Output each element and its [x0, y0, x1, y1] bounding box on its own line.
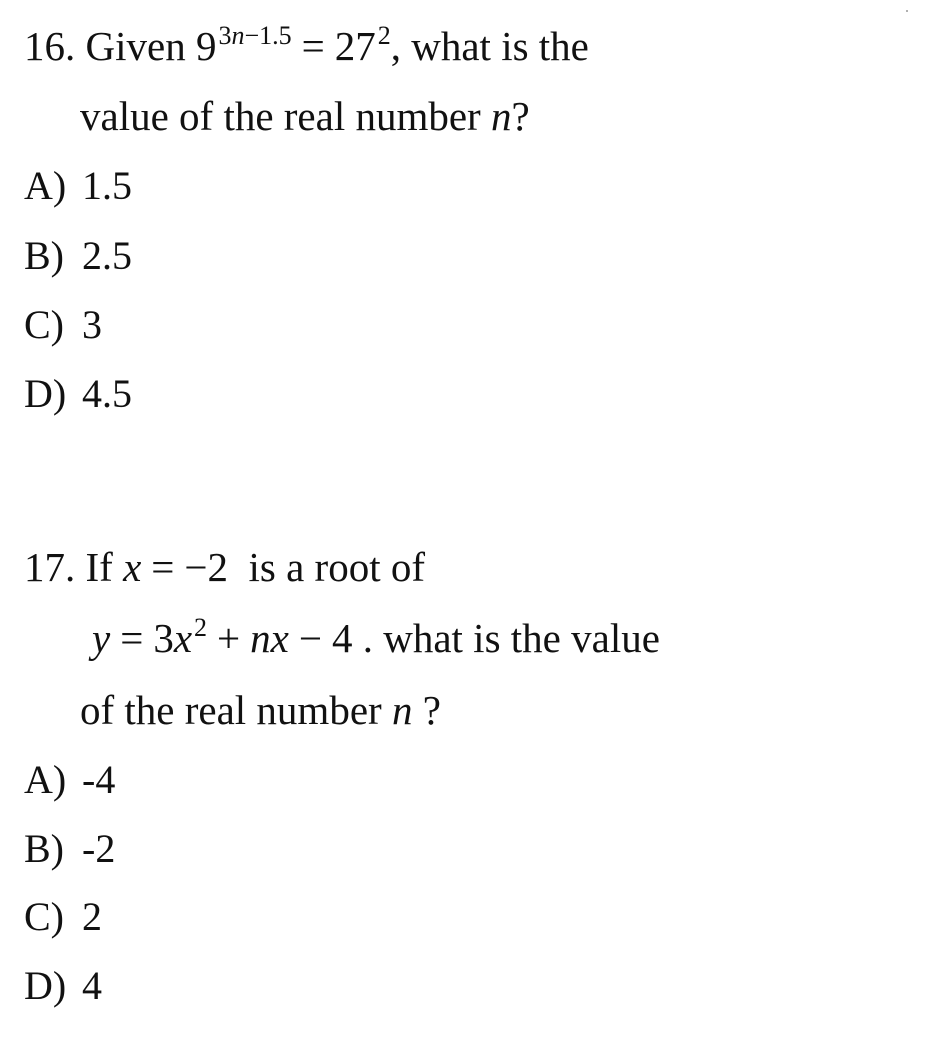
q17-option-b[interactable] — [24, 826, 116, 871]
q17-const: 4 — [331, 615, 353, 661]
q16-exp-rest: −1.5 — [244, 21, 292, 50]
q17-x2-var: x — [173, 615, 193, 661]
q16-option-c[interactable] — [24, 302, 102, 347]
q17-stem-line-2 — [92, 613, 660, 661]
option-value: -2 — [82, 826, 116, 871]
q17-plus: + — [217, 615, 241, 661]
q16-equals: = — [301, 23, 325, 69]
option-letter: C) — [24, 894, 64, 939]
option-value: 4 — [82, 963, 102, 1008]
q17-x3-var: x — [270, 615, 289, 661]
q16-line2-end: ? — [511, 93, 530, 139]
option-value: 3 — [82, 302, 102, 347]
q16-line2-var: n — [490, 93, 512, 139]
q16-exp-coef: 3 — [218, 21, 232, 50]
q17-x2-exp: 2 — [194, 613, 208, 642]
q17-line3-text: of the real number — [80, 687, 382, 733]
q17-option-c[interactable] — [24, 894, 102, 939]
q16-base: 9 — [195, 23, 217, 69]
option-value: 2 — [82, 894, 102, 939]
q17-root-value: −2 — [184, 544, 229, 590]
option-value: 1.5 — [82, 163, 132, 208]
q16-option-d[interactable] — [24, 371, 132, 416]
option-letter: B) — [24, 826, 64, 871]
option-letter: A) — [24, 163, 67, 208]
q17-x-var: x — [123, 544, 142, 590]
q16-rhs-exp: 2 — [377, 21, 391, 50]
q17-line3-end: ? — [422, 687, 441, 733]
q17-n-var: n — [250, 615, 271, 661]
q16-stem-line-2 — [80, 93, 530, 139]
q17-stem-line-1 — [24, 544, 426, 590]
q16-lead: Given — [85, 23, 186, 69]
q17-option-d[interactable] — [24, 963, 102, 1008]
q17-line3-var: n — [391, 687, 413, 733]
q17-line2-tail: . what is the value — [362, 615, 660, 661]
q17-stem-line-3 — [80, 687, 441, 733]
q16-line2-text: value of the real number — [80, 93, 481, 139]
q16-exp-var: n — [231, 21, 245, 50]
option-value: 2.5 — [82, 233, 132, 278]
q17-coef: 3 — [153, 615, 174, 661]
q16-stem-line-1 — [24, 21, 589, 69]
q16-number: 16. — [24, 23, 76, 69]
q16-option-b[interactable] — [24, 233, 132, 278]
q16-exponent — [218, 21, 291, 50]
option-letter: D) — [24, 963, 67, 1008]
q17-y-var: y — [92, 615, 111, 661]
q17-number: 17. — [24, 544, 76, 590]
q17-option-a[interactable] — [24, 757, 116, 802]
q17-quadratic — [92, 615, 352, 661]
q17-minus: − — [298, 615, 322, 661]
q17-lead: If — [85, 544, 113, 590]
option-letter: B) — [24, 233, 64, 278]
option-letter: A) — [24, 757, 67, 802]
q16-equation — [196, 23, 391, 69]
scan-speck — [906, 10, 908, 12]
q17-eq2: = — [120, 615, 144, 661]
q16-option-a[interactable] — [24, 163, 132, 208]
option-value: -4 — [82, 757, 116, 802]
q17-equals: = — [151, 544, 175, 590]
q17-root-equation — [123, 544, 228, 590]
q17-lead-tail: is a root of — [248, 544, 426, 590]
q16-tail: , what is the — [390, 23, 589, 69]
option-letter: D) — [24, 371, 67, 416]
option-letter: C) — [24, 302, 64, 347]
option-value: 4.5 — [82, 371, 132, 416]
q16-rhs-base: 27 — [334, 23, 376, 69]
